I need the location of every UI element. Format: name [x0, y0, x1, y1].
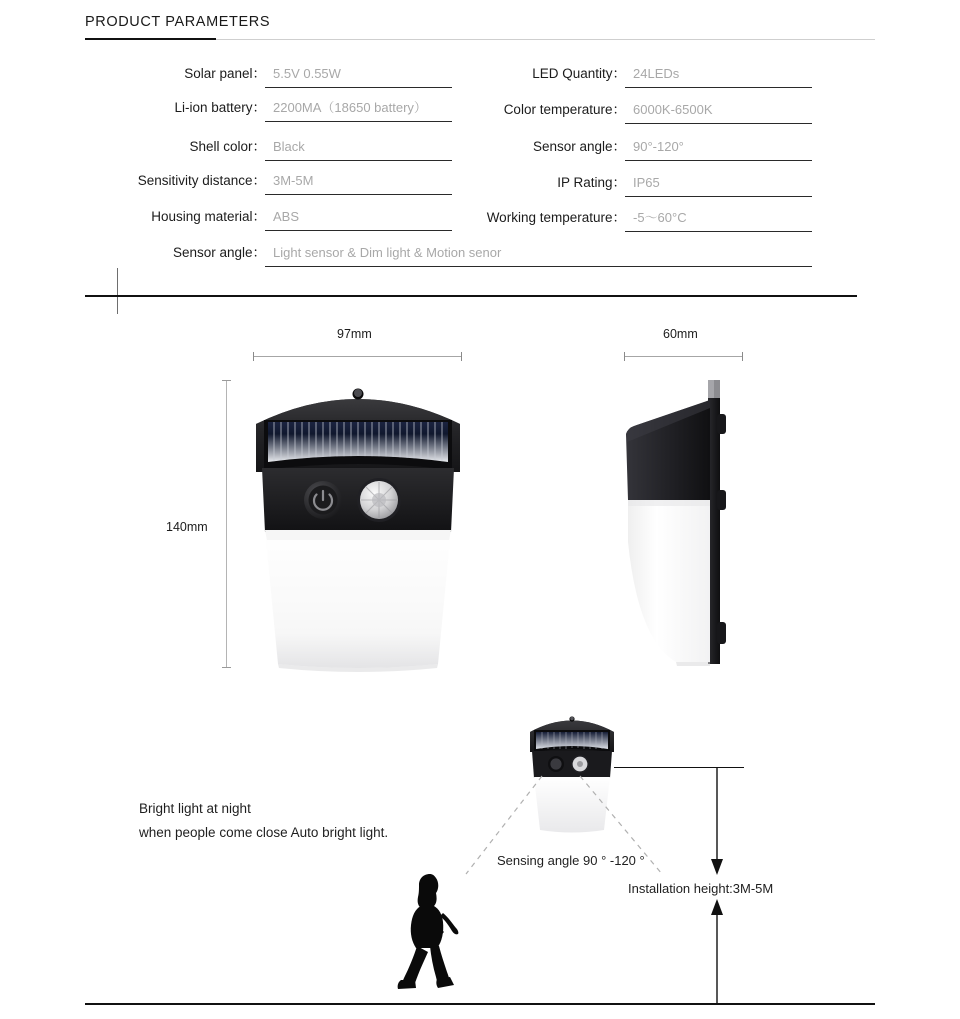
product-front-view [248, 372, 468, 672]
spec-underline [625, 196, 812, 197]
dimension-cap-left [253, 352, 254, 361]
installation-height-label: Installation height:3M-5M [628, 881, 774, 896]
spec-underline [625, 231, 812, 232]
product-side-view [616, 372, 756, 672]
spec-label: Shell color： [189, 139, 266, 154]
spec-value-field [625, 208, 812, 232]
dimension-bar [624, 356, 743, 357]
dimension-label-front-height: 140mm [166, 520, 208, 534]
scenario-description-line-2: when people come close Auto bright light. [139, 825, 389, 840]
spec-value-field [625, 100, 812, 124]
spec-value: IP65 [633, 175, 660, 190]
dimension-cap-top [222, 380, 231, 381]
spec-label: IP Rating： [557, 175, 626, 190]
spec-value: ABS [273, 209, 300, 224]
spec-label: Li-ion battery： [174, 100, 266, 115]
title-rule-accent [85, 38, 216, 40]
spec-underline [625, 123, 812, 124]
spec-row-ip-rating [360, 173, 812, 203]
spec-row-sensor-angle [360, 137, 812, 167]
spec-value: Light sensor & Dim light & Motion senor [273, 245, 502, 260]
sensing-angle-label: Sensing angle 90 ° -120 ° [497, 853, 645, 868]
spec-value: 90°-120° [633, 139, 684, 154]
spec-label: Sensor angle： [172, 245, 266, 260]
spec-value: 2200MA（18650 battery） [273, 100, 427, 115]
spec-label: Solar panel： [184, 66, 266, 81]
walking-person-silhouette [396, 872, 472, 994]
spec-value-field [625, 137, 812, 161]
divider-tick [117, 268, 118, 314]
dimension-line-side-width [624, 352, 743, 361]
dimension-label-front-width: 97mm [337, 327, 372, 341]
spec-label: Housing material： [151, 209, 266, 224]
spec-underline [265, 266, 812, 267]
dimension-bar [226, 380, 227, 668]
spec-label: Color temperature： [503, 102, 626, 117]
dimension-bar [253, 356, 462, 357]
spec-value: 3M-5M [273, 173, 314, 188]
spec-value: -5〜60°C [633, 210, 687, 225]
spec-row-color-temperature [360, 100, 812, 130]
section-divider [85, 295, 857, 297]
dimension-cap-right [742, 352, 743, 361]
page-title: PRODUCT PARAMETERS [85, 14, 271, 30]
spec-label: Sensitivity distance： [137, 173, 266, 188]
spec-value: 6000K-6500K [633, 102, 713, 117]
dimension-line-front-height [222, 380, 231, 668]
spec-label: Working temperature： [486, 210, 626, 225]
spec-row-led-quantity [360, 64, 812, 94]
dimension-cap-left [624, 352, 625, 361]
spec-row-sensor-function [0, 243, 812, 273]
spec-underline [625, 160, 812, 161]
spec-value: Black [273, 139, 305, 154]
spec-value-field [625, 64, 812, 88]
spec-value-field [265, 243, 812, 267]
spec-value: 24LEDs [633, 66, 680, 81]
spec-value-field [625, 173, 812, 197]
dimension-cap-right [461, 352, 462, 361]
spec-row-working-temperature [360, 208, 812, 238]
sensing-cone [430, 770, 720, 890]
spec-label: Sensor angle： [532, 139, 626, 154]
dimension-cap-bottom [222, 667, 231, 668]
scenario-description-line-1: Bright light at night [139, 801, 251, 816]
dimension-label-side-width: 60mm [663, 327, 698, 341]
dimension-line-front-width [253, 352, 462, 361]
spec-value: 5.5V 0.55W [273, 66, 341, 81]
ground-line [85, 1003, 875, 1005]
spec-label: LED Quantity： [532, 66, 626, 81]
spec-underline [625, 87, 812, 88]
